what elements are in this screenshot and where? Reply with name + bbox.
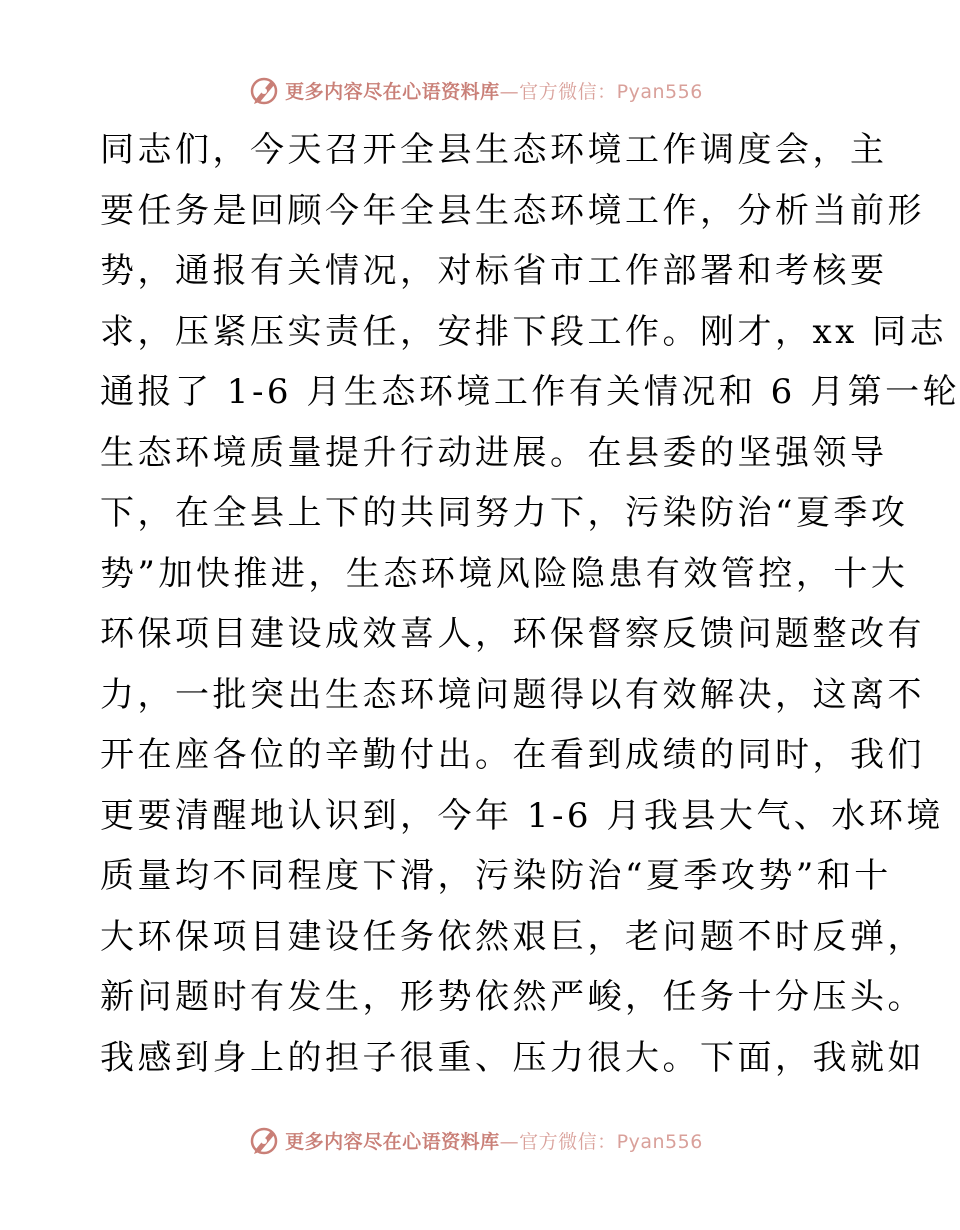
body-line: 要任务是回顾今年全县生态环境工作，分析当前形: [100, 190, 925, 231]
body-line: 大环保项目建设任务依然艰巨，老问题不时反弹，: [100, 916, 925, 957]
document-body: [100, 120, 960, 1088]
body-line: 求，压紧压实责任，安排下段工作。刚才，xx 同志: [100, 311, 948, 352]
header-brand: 更多内容尽在心语资料库: [285, 80, 500, 103]
body-line: 生态环境质量提升行动进展。在县委的坚强领导: [100, 432, 888, 473]
header-contact: 官方微信：Pyan556: [519, 80, 703, 103]
header-separator: —: [499, 80, 520, 103]
body-line: 势”加快推进，生态环境风险隐患有效管控，十大: [100, 553, 909, 594]
footer-contact: 官方微信：Pyan556: [519, 1130, 703, 1153]
body-line: 开在座各位的辛勤付出。在看到成绩的同时，我们: [100, 735, 925, 775]
body-line: 更要清醒地认识到，今年 1-6 月我县大气、水环境: [100, 795, 944, 836]
body-line: 质量均不同程度下滑，污染防治“夏季攻势”和十: [100, 856, 892, 896]
body-line: 下，在全县上下的共同努力下，污染防治“夏季攻: [100, 493, 909, 533]
body-line: 力，一批突出生态环境问题得以有效解决，这离不: [100, 674, 925, 715]
body-line: 同志们，今天召开全县生态环境工作调度会，主: [100, 130, 888, 170]
writing-pen-logo-icon: [247, 1123, 281, 1157]
header-watermark: [0, 70, 950, 110]
body-line: 新问题时有发生，形势依然严峻，任务十分压头。: [100, 977, 925, 1017]
body-line: 通报了 1-6 月生态环境工作有关情况和 6 月第一轮: [100, 372, 960, 412]
writing-pen-logo-icon: [247, 73, 281, 107]
footer-separator: —: [499, 1130, 520, 1153]
footer-brand: 更多内容尽在心语资料库: [285, 1130, 500, 1153]
body-line: 势，通报有关情况，对标省市工作部署和考核要: [100, 251, 888, 291]
body-line: 环保项目建设成效喜人，环保督察反馈问题整改有: [100, 614, 925, 654]
body-line: 我感到身上的担子很重、压力很大。下面，我就如: [100, 1037, 925, 1078]
footer-watermark: [0, 1120, 950, 1160]
